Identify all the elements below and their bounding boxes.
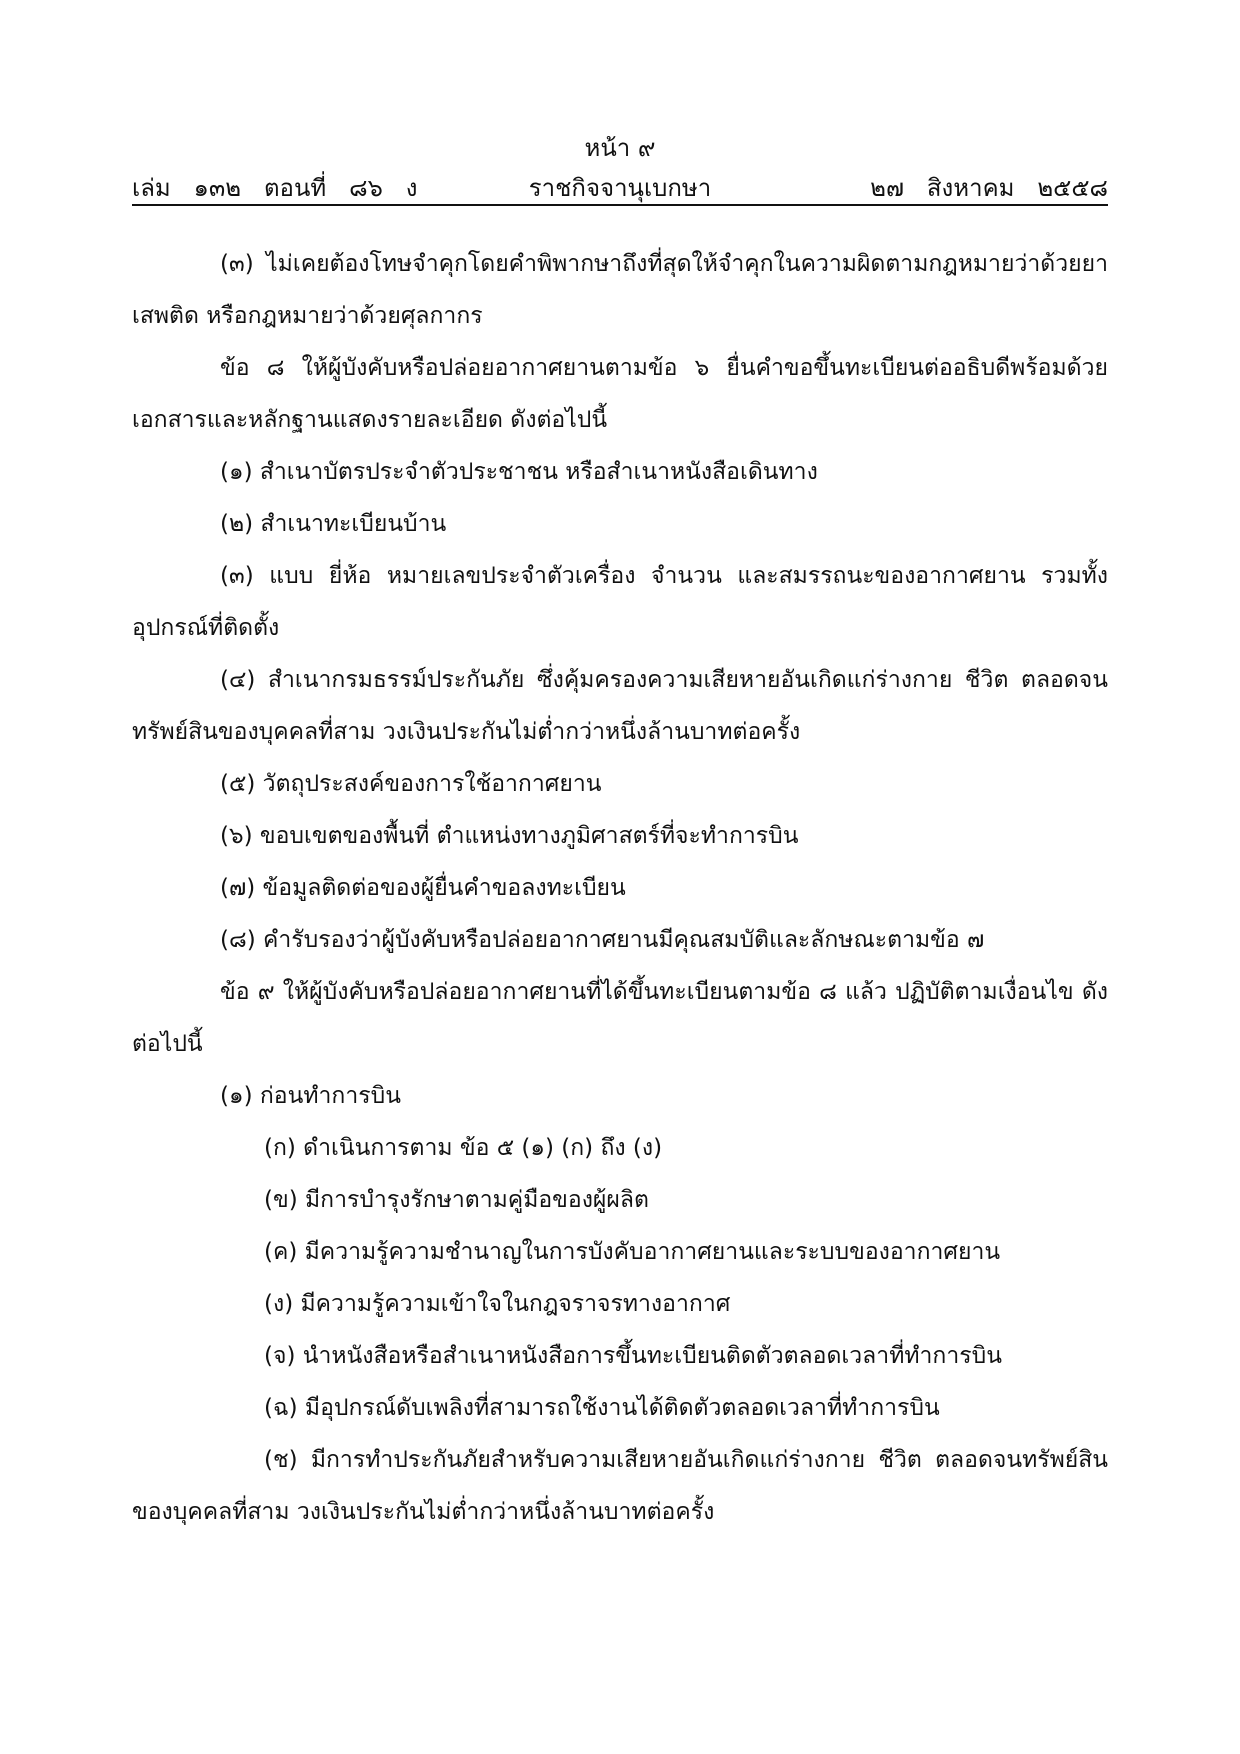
paragraph-doc-4: (๔) สำเนากรมธรรม์ประกันภัย ซึ่งคุ้มครองความเสียหายอันเกิดแก่ร่างกาย ชีวิต ตลอดจน ทรัพย์สินของบุคคลที่สาม วงเงินประกันไม่ต่ำกว่าหนึ่งล้านบาทต่อครั้ง — [132, 667, 1108, 745]
volume-issue: เล่ม ๑๓๒ ตอนที่ ๘๖ ง — [132, 174, 418, 202]
paragraph-sub-ko: (ก) ดำเนินการตาม ข้อ ๕ (๑) (ก) ถึง (ง) — [264, 1135, 663, 1161]
publication-date: ๒๗ สิงหาคม ๒๕๕๘ — [870, 174, 1108, 202]
paragraph-sub-cho-ching: (ฉ) มีอุปกรณ์ดับเพลิงที่สามารถใช้งานได้ติดตัวตลอดเวลาที่ทำการบิน — [264, 1395, 940, 1421]
paragraph-sub-cho: (จ) นำหนังสือหรือสำเนาหนังสือการขึ้นทะเบียนติดตัวตลอดเวลาที่ทำการบิน — [264, 1343, 1002, 1369]
paragraph-sub-kho-khwai: (ค) มีความรู้ความชำนาญในการบังคับอากาศยานและระบบของอากาศยาน — [264, 1239, 1001, 1265]
paragraph-before-flight: (๑) ก่อนทำการบิน — [220, 1083, 401, 1109]
paragraph-doc-8: (๘) คำรับรองว่าผู้บังคับหรือปล่อยอากาศยานมีคุณสมบัติและลักษณะตามข้อ ๗ — [220, 927, 985, 953]
publication-title: ราชกิจจานุเบกษา — [528, 174, 712, 202]
paragraph-doc-6: (๖) ขอบเขตของพื้นที่ ตำแหน่งทางภูมิศาสตร์ที่จะทำการบิน — [220, 823, 799, 849]
paragraph-doc-1: (๑) สำเนาบัตรประจำตัวประชาชน หรือสำเนาหนังสือเดินทาง — [220, 459, 818, 485]
page-number: หน้า ๙ — [584, 134, 656, 162]
paragraph-sub-kho: (ข) มีการบำรุงรักษาตามคู่มือของผู้ผลิต — [264, 1187, 649, 1213]
paragraph-clause-8: ข้อ ๘ ให้ผู้บังคับหรือปล่อยอากาศยานตามข้อ ๖ ยื่นคำขอขึ้นทะเบียนต่ออธิบดีพร้อมด้วย เอกสารและหลักฐานแสดงรายละเอียด ดังต่อไปนี้ — [132, 355, 1108, 433]
gazette-header — [132, 168, 1108, 202]
paragraph-clause-9: ข้อ ๙ ให้ผู้บังคับหรือปล่อยอากาศยานที่ได้ขึ้นทะเบียนตามข้อ ๘ แล้ว ปฏิบัติตามเงื่อนไข ดังต่อไปนี้ — [132, 979, 1108, 1057]
paragraph-sub-ngo: (ง) มีความรู้ความเข้าใจในกฎจราจรทางอากาศ — [264, 1291, 731, 1317]
paragraph-doc-7: (๗) ข้อมูลติดต่อของผู้ยื่นคำขอลงทะเบียน — [220, 875, 626, 901]
paragraph-item-3: (๓) ไม่เคยต้องโทษจำคุกโดยคำพิพากษาถึงที่สุดให้จำคุกในความผิดตามกฎหมายว่าด้วยยาเสพติด หรือกฎหมายว่าด้วยศุลกากร — [132, 251, 1108, 329]
document-body — [132, 238, 1108, 1538]
paragraph-doc-3: (๓) แบบ ยี่ห้อ หมายเลขประจำตัวเครื่อง จำนวน และสมรรถนะของอากาศยาน รวมทั้ง อุปกรณ์ที่ติดตั้ง — [132, 563, 1108, 641]
header-divider — [132, 204, 1108, 206]
paragraph-sub-cho-chang: (ช) มีการทำประกันภัยสำหรับความเสียหายอันเกิดแก่ร่างกาย ชีวิต ตลอดจนทรัพย์สิน ของบุคคลที่สาม วงเงินประกันไม่ต่ำกว่าหนึ่งล้านบาทต่อครั้ง — [132, 1447, 1108, 1525]
paragraph-doc-2: (๒) สำเนาทะเบียนบ้าน — [220, 511, 447, 537]
paragraph-doc-5: (๕) วัตถุประสงค์ของการใช้อากาศยาน — [220, 771, 602, 797]
